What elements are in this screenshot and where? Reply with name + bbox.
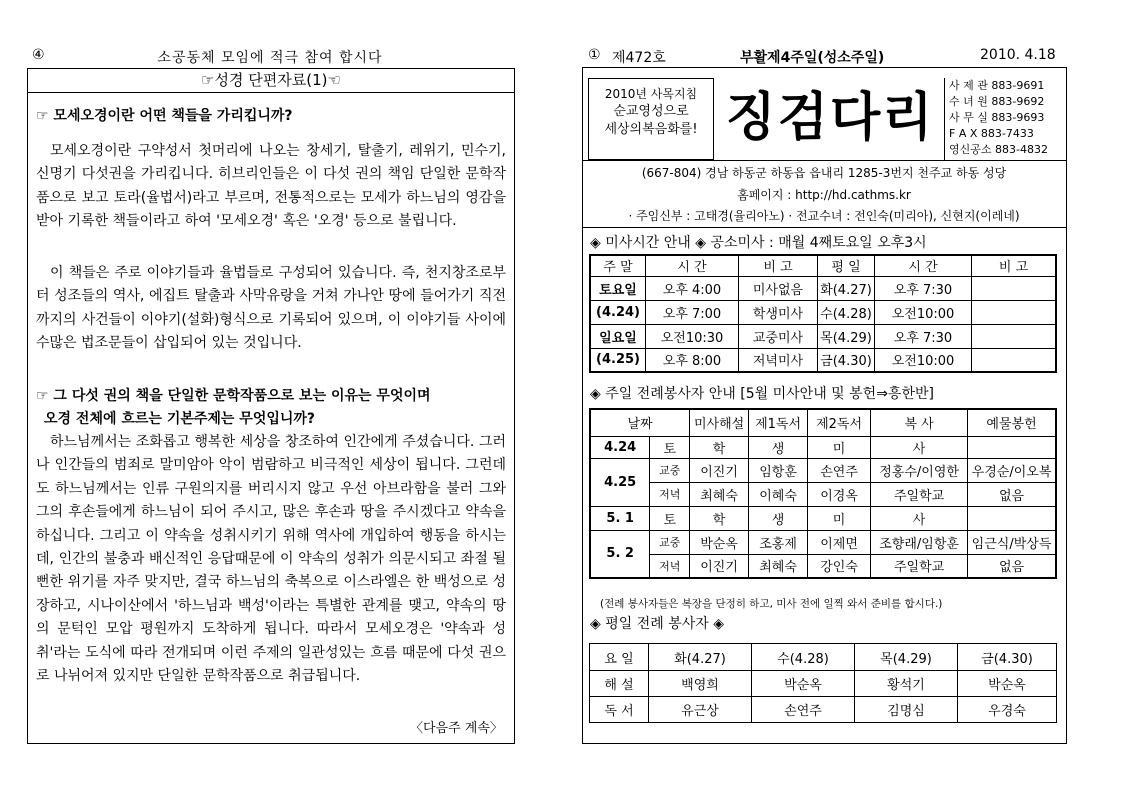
contact-row: 사 무 실 883-9693 [949, 111, 1045, 124]
right-page-number: ① [588, 47, 601, 63]
table-row: 4.25 교중 이진기 임항훈 손연주 정홍수/이영한 우경순/이오복 [590, 458, 1056, 482]
table-row: (4.24) 오후 7:00 학생미사 수(4.28) 오전10:00 [590, 300, 1056, 324]
contact-row: 수 녀 원 883-9692 [949, 95, 1045, 108]
table-row: 5. 1 토 학 생 미 사 [590, 506, 1056, 530]
motto-line-3: 세상의복음화를! [604, 122, 698, 137]
section-title: ☞성경 단편자료(1)☜ [27, 68, 515, 93]
homepage-link[interactable]: 홈페이지 : http://hd.cathms.kr [737, 188, 911, 202]
sunday-servers-heading: ◈ 주일 전례봉사자 안내 [5월 미사안내 및 봉헌⇒흥한반] [590, 386, 934, 402]
contact-row: 영신공소 883-4832 [949, 143, 1048, 156]
paragraph-2: 이 책들은 주로 이야기들과 율법들로 구성되어 있습니다. 즉, 천지창조로부터 성조들의 역사, 에집트 탈출과 사막유랑을 거쳐 가나안 땅에 들어가기 직전까지의 사건들이 이야기(설화)형식으로 기록되어 있으며, 이 이야기들 사이에 수많은 법조문들이 삽입되어 있는 것입니다. [36, 265, 506, 352]
mass-schedule-table [589, 254, 1057, 373]
table-row: 독 서 유근상 손연주 김명심 우경숙 [590, 697, 1057, 723]
question-2-line1: ☞ 그 다섯 권의 책을 단일한 문학작품으로 보는 이유는 무엇이며 [36, 388, 431, 404]
question-1: ☞ 모세오경이란 어떤 책들을 가리킵니까? [36, 108, 293, 124]
mass-schedule-heading: ◈ 미사시간 안내 ◈ 공소미사 : 매월 4째토요일 오후3시 [590, 235, 927, 251]
left-running-header: 소공동체 모임에 적극 참여 합시다 [157, 50, 383, 66]
table-row: (4.25) 오후 8:00 저녁미사 금(4.30) 오전10:00 [590, 348, 1056, 372]
weekday-servers-table [589, 643, 1057, 723]
paragraph-3: 하느님께서는 조화롭고 행복한 세상을 창조하여 인간에게 주셨습니다. 그러나 인간들의 범죄로 말미암아 악이 범람하고 비극적인 세상이 됩니다. 그런데도 하느님께서는 인류 구원의지를 버리시지 않고 우선 아브라함을 불러 그와 그의 후손들에게 하느님이 되어 주시고, 많은 후손과 땅을 주시겠다고 약속을 하십니다. 그리고 이 약속을 성취시키기 위해 역사에 개입하여 행동을 하시는데, 인간의 불충과 배신적인 응답때문에 이 약속의 성취가 의문시되고 좌절 될 뻔한 위기를 자주 맞지만, 결국 하느님의 축복으로 이스라엘은 한 백성으로 성장하고, 시나이산에서 '하느님과 백성'이라는 특별한 관계를 맺고, 약속의 땅의 문턱인 모압 평원까지 도착하게 됩니다. 따라서 모세오경은 '약속과 성취'라는 도식에 따라 전개되며 이런 주제의 일관성있는 흐름 때문에 다섯 권으로 나뉘어져 있지만 단일한 문학작품으로 취급됩니다. [36, 434, 506, 685]
table-row: 5. 2 교중 박순옥 조홍제 이제면 조향래/임항훈 임근식/박상득 [590, 530, 1056, 554]
sunday-servers-table [589, 408, 1057, 579]
continued-note: 〈다음주 계속〉 [410, 721, 503, 736]
table-row: 해 설 백영희 박순옥 황석기 박순옥 [590, 671, 1057, 697]
liturgical-title: 부활제4주일(성소주일) [740, 50, 885, 66]
contact-row: 사 제 관 883-9691 [949, 79, 1045, 92]
contact-list [944, 78, 1060, 160]
table-row: 저녁 이진기 최혜숙 강인숙 주일학교 없음 [590, 554, 1056, 578]
newsletter-logo: 징검다리 [725, 87, 935, 148]
table-row: 토요일 오후 4:00 미사없음 화(4.27) 오후 7:30 [590, 276, 1056, 300]
motto-line-2: 순교영성으로 [613, 104, 689, 119]
table-header-row: 요 일 화(4.27) 수(4.28) 목(4.29) 금(4.30) [590, 644, 1057, 671]
parish-address: (667-804) 경남 하동군 하동읍 읍내리 1285-3번지 천주교 하동 성당 [641, 166, 1007, 180]
table-row: 저녁 최혜숙 이혜숙 이경옥 주일학교 없음 [590, 482, 1056, 506]
weekday-servers-heading: ◈ 평일 전례 봉사자 ◈ [590, 616, 725, 632]
contact-row: F A X 883-7433 [949, 127, 1034, 140]
motto-line-1: 2010년 사목지침 [604, 87, 698, 101]
question-2-line2: 오경 전체에 흐르는 기본주제는 무엇입니까? [44, 411, 316, 427]
paragraph-1: 모세오경이란 구약성서 첫머리에 나오는 창세기, 탈출기, 레위기, 민수기, 신명기 다섯권을 가리킵니다. 히브리인들은 이 다섯 권의 책임 단일한 문학작품으로 보고 토라(율법서)라고 부르며, 전통적으로는 모세가 하느님의 영감을 받아 기록한 책들이라고 하여 '모세오경' 혹은 '오경' 등으로 불립니다. [36, 143, 506, 230]
table-row: 일요일 오전10:30 교중미사 목(4.29) 오후 7:30 [590, 324, 1056, 348]
table-header-row: 주 말 시 간 비 고 평 일 시 간 비 고 [590, 255, 1056, 276]
left-page-number: ④ [32, 47, 45, 63]
pastoral-motto-box [588, 78, 714, 160]
issue-date: 2010. 4.18 [980, 47, 1056, 63]
sunday-servers-note: (전례 봉사자들은 복장을 단정히 하고, 미사 전에 일찍 와서 준비를 합시다.) [600, 598, 943, 610]
issue-number: 제472호 [612, 50, 666, 66]
table-row: 4.24 토 학 생 미 사 [590, 436, 1056, 458]
staff-line: · 주임신부 : 고태경(율리아노) · 전교수녀 : 전인숙(미리아), 신현지(이레네) [628, 209, 1020, 223]
table-header-row: 날짜 미사해설 제1독서 제2독서 복 사 예물봉헌 [590, 409, 1056, 436]
